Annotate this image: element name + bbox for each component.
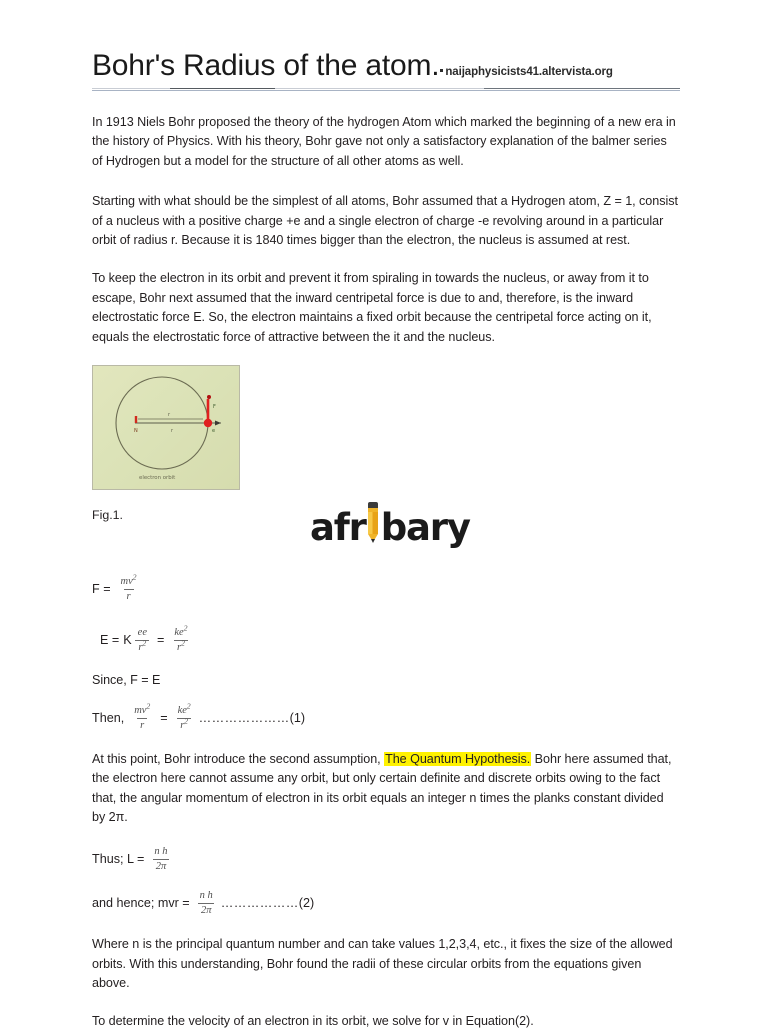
- paragraph-hydrogen-model: Starting with what should be the simplest of all atoms, Bohr assumed that a Hydrogen atom, Z = 1, consist of a nucleus with a positive charge +e and a single electron of charge -e revolving around in a particular orbit of radius r. Because it is 1840 times bigger than the electron, the nucleus is assumed at rest.: [92, 194, 678, 248]
- equation-1: [92, 701, 680, 732]
- document-subtitle: [440, 66, 612, 78]
- figure-caption-row: [92, 506, 680, 550]
- pencil-lead: [371, 539, 375, 543]
- eq-f-num-text: mv: [120, 576, 133, 588]
- eq1-den1: r: [137, 718, 147, 732]
- highlight-quantum-hypothesis: The Quantum Hypothesis.: [385, 751, 531, 766]
- eq1-den2-sup: 2: [184, 716, 189, 726]
- equation-electrostatic: [100, 623, 680, 654]
- pencil-icon: [367, 502, 379, 546]
- eq1-num1: [131, 701, 153, 718]
- divider-segment-right: [484, 88, 680, 89]
- eq-f-num-sup: 2: [132, 572, 137, 582]
- document-subtitle-text: naijaphysicists41.altervista.org: [445, 66, 613, 78]
- equation-1-lead: Then,: [92, 710, 125, 725]
- equation-force-lead: F =: [92, 582, 111, 597]
- equation-1-fraction-2: [175, 701, 194, 732]
- document-content: [92, 50, 680, 1031]
- r-label: r: [171, 428, 174, 435]
- p4-after: Bohr here assumed that, the electron here cannot assume any orbit, but only certain definite and discrete orbits owing to the fact that, the angular momentum of electron in its orbit equals an integer n times the planks constant divided by 2π.: [92, 751, 672, 825]
- eq-e-num2-text: ke: [174, 626, 184, 638]
- eq-e-num1: ee: [137, 626, 147, 638]
- equation-force-denominator: r: [124, 589, 134, 603]
- equation-2-tag: (2): [298, 896, 315, 911]
- divider-segment-left: [170, 88, 275, 89]
- equation-2-lead: and hence; mvr =: [92, 896, 190, 911]
- nucleus-label: N: [134, 428, 138, 435]
- eq-e-den2-text: r: [176, 641, 182, 653]
- eq1-num1-sup: 2: [146, 701, 151, 711]
- paragraph-intro: In 1913 Niels Bohr proposed the theory of the hydrogen Atom which marked the beginning of a new era in the history of Physics. With his theory, Bohr gave not only a satisfactory explanation of the balmer series of Hydrogen but a model for the structure of all other atoms as well.: [92, 114, 676, 168]
- eq-e-num2-sup: 2: [183, 623, 188, 633]
- electron-orbit-diagram: [93, 366, 239, 489]
- equation-electrostatic-fraction-1: [135, 627, 150, 654]
- equation-1-tag: (1): [289, 710, 306, 725]
- eq-e-den1-text: r: [138, 641, 143, 653]
- afribary-logo: [310, 502, 470, 550]
- eq-e-den1-sup: 2: [142, 638, 147, 648]
- equation-electrostatic-equals: =: [157, 632, 165, 647]
- eq1-den2-text: r: [180, 719, 185, 731]
- paragraph-centripetal-force: To keep the electron in its orbit and prevent it from spiraling in towards the nucleus, or away from it to escape, Bohr next assumed that the inward centripetal force is due to and, therefore, is the inward electrostatic force E. So, the electron maintains a fixed orbit because the centripetal force acting on it, equals the electrostatic force of attractive between the it and the nucleus.: [92, 271, 652, 344]
- electron-label: e: [212, 428, 216, 435]
- eq-e-den2-sup: 2: [181, 638, 185, 648]
- equation-1-fraction-1: [131, 701, 153, 732]
- eq2-den: 2π: [198, 903, 215, 917]
- figure-electron-orbit: [92, 365, 240, 490]
- equation-L-lead: Thus; L =: [92, 851, 145, 866]
- title-divider: [92, 88, 680, 92]
- equation-electrostatic-lead: E =: [100, 632, 120, 647]
- document-header: [92, 50, 680, 82]
- eq-e-den2: [174, 640, 188, 654]
- eq1-num1-text: mv: [134, 705, 147, 717]
- equation-2-dots: ………………: [220, 896, 299, 911]
- equation-angular-momentum: [92, 846, 680, 873]
- divider-line-bottom: [92, 90, 680, 91]
- equation-force-fraction: [118, 572, 140, 603]
- equation-since-line: Since, F = E: [92, 673, 161, 688]
- bullet-icon: [440, 69, 443, 72]
- p4-before: At this point, Bohr introduce the second assumption,: [92, 751, 385, 766]
- eqL-num: n h: [154, 845, 168, 857]
- orbit-inner-label: electron orbit: [139, 475, 176, 482]
- radius-label: r: [168, 412, 171, 419]
- equation-2: [92, 890, 680, 917]
- logo-text-after: bary: [380, 506, 470, 550]
- eq1-den2: [177, 718, 191, 732]
- axis-arrowhead: [215, 421, 221, 426]
- eqL-den: 2π: [153, 859, 170, 873]
- force-vector-head: [207, 395, 211, 399]
- equation-2-fraction: [197, 890, 216, 917]
- force-label: F: [213, 404, 216, 411]
- paragraph-quantum-hypothesis: [92, 750, 680, 828]
- eq2-num: n h: [199, 890, 213, 902]
- eq1-num2-text: ke: [177, 705, 187, 717]
- page-title: Bohr's Radius of the atom.: [92, 49, 440, 82]
- equation-constant-k: K: [123, 632, 132, 647]
- paragraph-quantum-number: Where n is the principal quantum number and can take values 1,2,3,4, etc., it fixes the size of the allowed orbits. With this understanding, Bohr found the radii of these circular orbits from the equations given above.: [92, 936, 673, 991]
- equation-force: [92, 572, 680, 603]
- logo-text-before: afr: [310, 506, 366, 550]
- equation-force-numerator: [118, 572, 140, 589]
- figure-caption: Fig.1.: [92, 508, 123, 523]
- equation-1-equals: =: [160, 710, 168, 725]
- eq-e-den1: [135, 640, 149, 654]
- equation-electrostatic-fraction-2: [171, 623, 190, 654]
- eq1-num2-sup: 2: [186, 701, 191, 711]
- paragraph-velocity: To determine the velocity of an electron in its orbit, we solve for v in Equation(2).: [92, 1013, 534, 1028]
- equation-1-dots: …………………: [198, 710, 290, 725]
- pencil-body: [368, 512, 378, 534]
- equation-L-fraction: [151, 846, 170, 873]
